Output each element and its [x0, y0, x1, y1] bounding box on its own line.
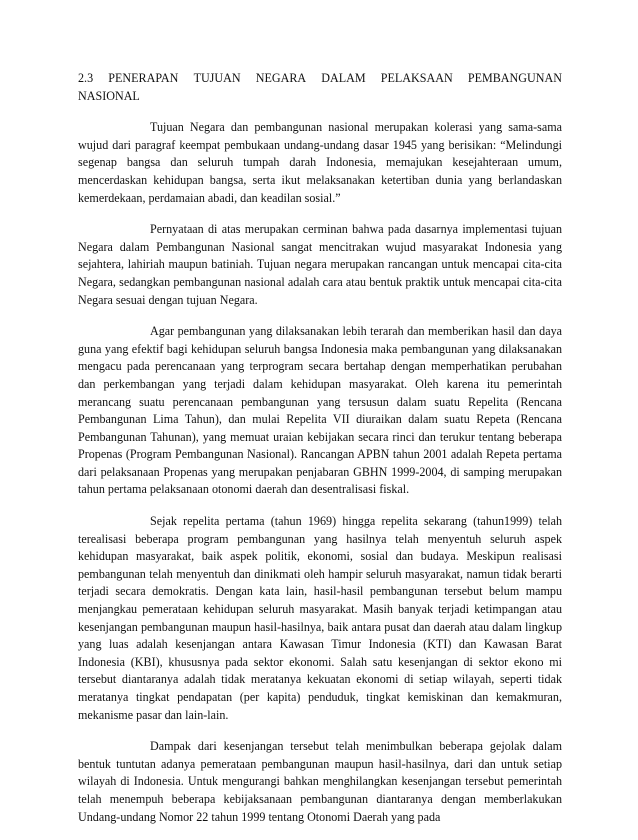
paragraph-3: Agar pembangunan yang dilaksanakan lebih terarah dan memberikan hasil dan daya guna yang efektif bagi kehidupan seluruh bangsa Indonesia maka pembangunan yang dilaksanakan mengacu pada perencanaan yang terprogram secara bertahap dengan memperhatikan perubahan dan perkembangan yang terjadi dalam kehidupan masyarakat. Oleh karena itu pemerintah merancang suatu perencanaan pembangunan yang tersusun dalam suatu Repelita (Rencana Pembangunan Lima Tahun), dan mulai Repelita VII diuraikan dalam suatu Repeta (Rencana Pembangunan Tahunan), yang memuat uraian kebijakan secara rinci dan terukur tentang beberapa Propenas (Program Pembangunan Nasional). Rancangan APBN tahun 2001 adalah Repeta pertama dari pelaksanaan Propenas yang merupakan penjabaran GBHN 1999-2004, di samping merupakan tahun pertama pelaksanaan otonomi daerah dan desentralisasi fiskal. [78, 324, 562, 497]
section-heading-word: DALAM [321, 71, 366, 85]
document-page [78, 70, 562, 840]
section-heading-word: TUJUAN [193, 71, 241, 85]
section-number: 2.3 [78, 71, 94, 85]
paragraph-2: Pernyataan di atas merupakan cerminan bahwa pada dasarnya implementasi tujuan Negara dalam Pembangunan Nasional sangat mencitrakan wujud masyarakat Indonesia yang sejahtera, lahiriah maupun batiniah. Tujuan negara merupakan rancangan untuk mencapai cita-cita Negara, sedangkan pembangunan nasional adalah cara atau bentuk praktik untuk mencapai cita-cita Negara sesuai dengan tujuan Negara. [78, 222, 562, 307]
section-heading [78, 70, 562, 105]
paragraph-1: Tujuan Negara dan pembangunan nasional merupakan kolerasi yang sama-sama wujud dari paragraf keempat pembukaan undang-undang dasar 1945 yang berisikan: “Melindungi segenap bangsa dan seluruh tumpah darah Indonesia, memajukan kesejahteraan umum, mencerdaskan kehidupan bangsa, serta ikut melaksanakan ketertiban dunia yang berlandaskan kemerdekaan, perdamaian abadi, dan keadilan sosial.” [78, 120, 562, 205]
section-heading-word: PEMBANGUNAN [467, 71, 562, 85]
paragraph-4: Sejak repelita pertama (tahun 1969) hingga repelita sekarang (tahun1999) telah terealisasi beberapa program pembangunan yang hasilnya telah menyentuh seluruh aspek kehidupan masyarakat, baik aspek politik, ekonomi, sosial dan budaya. Meskipun realisasi pembangunan telah menyentuh dan dinikmati oleh hampir seluruh masyarakat, namun tidak berarti terjadi secara demokratis. Dengan kata lain, hasil-hasil pembangunan tersebut belum mampu menjangkau pemerataan kehidupan seluruh masyarakat. Masih banyak terjadi ketimpangan atau kesenjangan pembangunan maupun hasil-hasilnya, baik antara pusat dan daerah atau dalam lingkup yang luas adalah kesenjangan antara Kawasan Timur Indonesia (KTI) dan Kawasan Barat Indonesia (KBI), khususnya pada sektor ekonomi. Salah satu kesenjangan di sektor ekono mi tersebut diantaranya adalah tidak meratanya kekuatan ekonomi di setiap wilayah, seperti tidak meratanya tingkat pendapatan (per kapita) penduduk, tingkat kemiskinan dan kemakmuran, mekanisme pasar dan lain-lain. [78, 514, 562, 722]
section-heading-line-2: NASIONAL [78, 88, 140, 103]
section-heading-word: PELAKSAAN [380, 71, 453, 85]
paragraph-5: Dampak dari kesenjangan tersebut telah menimbulkan beberapa gejolak dalam bentuk tuntutan adanya pemerataan pembangunan maupun hasil-hasilnya, dari dan untuk setiap wilayah di Indonesia. Untuk mengurangi bahkan menghilangkan kesenjangan tersebut pemerintah telah menempuh beberapa kebijaksanaan pembangunan diantaranya dengan memberlakukan Undang-undang Nomor 22 tahun 1999 tentang Otonomi Daerah yang pada [78, 739, 562, 824]
section-heading-line-1 [78, 70, 562, 88]
section-heading-word: PENERAPAN [108, 71, 179, 85]
section-heading-word: NEGARA [255, 71, 307, 85]
